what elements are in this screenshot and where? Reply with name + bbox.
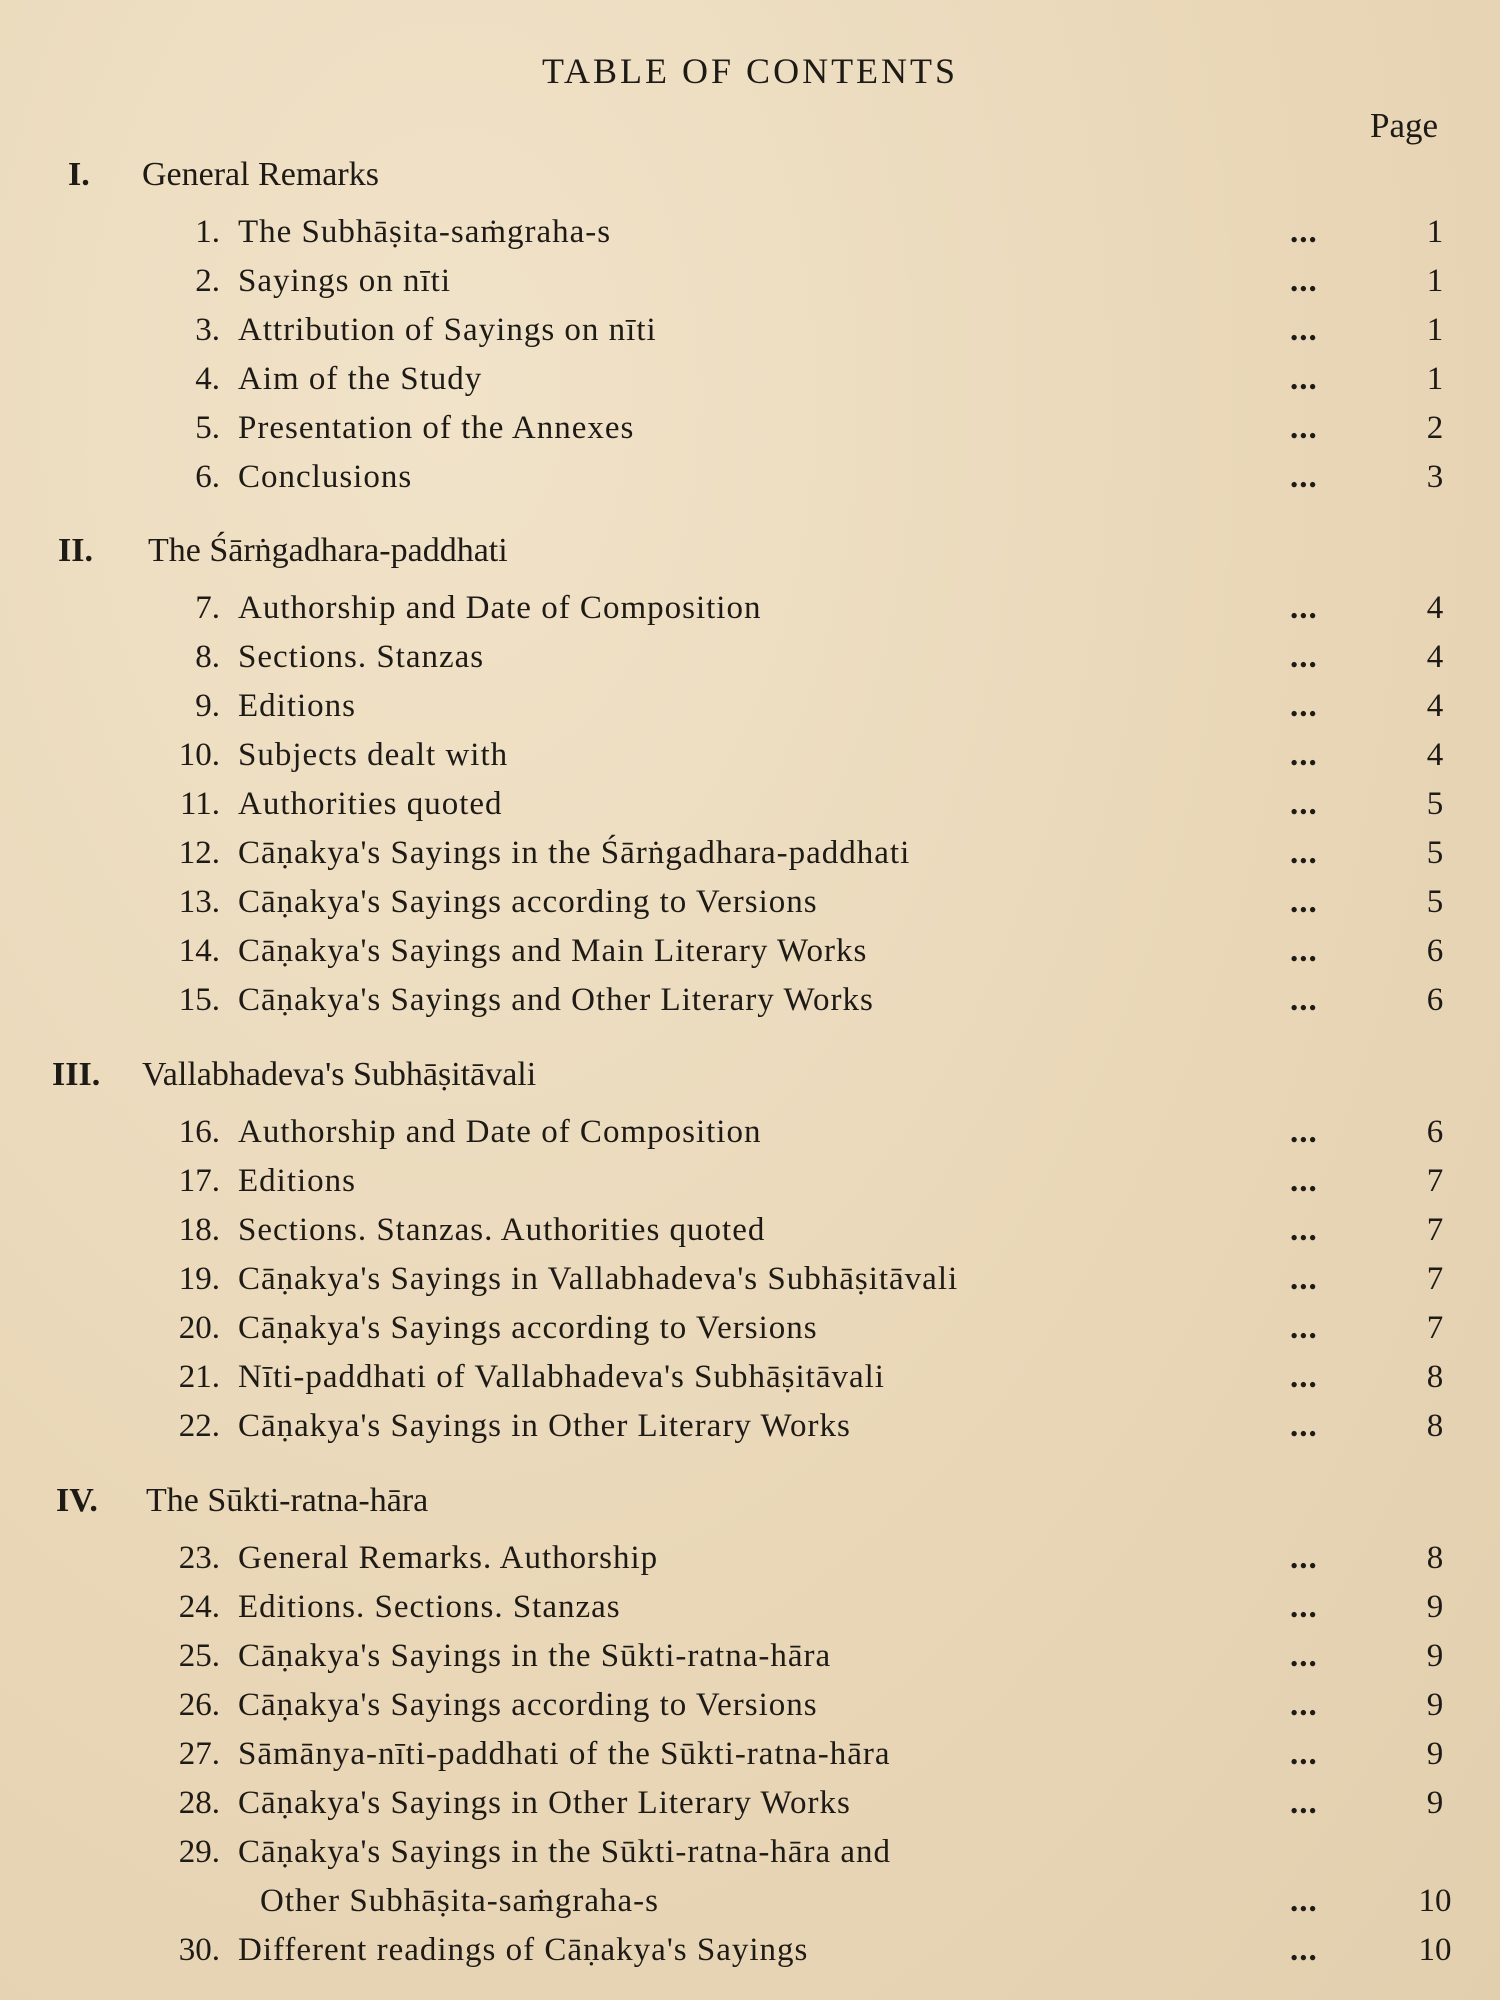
entry-title: Presentation of the Annexes [238,410,635,446]
entry-page: 5 [1426,786,1444,822]
entry-page: 8 [1426,1408,1444,1444]
section-title: The Śārṅgadhara-paddhati [148,532,508,569]
entry-number: 3. [195,312,220,348]
entry-number: 14. [178,933,220,969]
entry-title: Cāṇakya's Sayings in Other Literary Works [238,1785,851,1821]
entry-number: 11. [179,786,220,822]
entry-leader: ... [1290,884,1318,920]
entry-title: Editions [238,1163,357,1199]
entry-leader: ... [1290,410,1318,446]
toc-entry [0,361,1500,409]
entry-leader: ... [1290,312,1318,348]
entry-title: Cāṇakya's Sayings in the Sūkti-ratna-hāra and [238,1834,892,1870]
entry-number: 26. [178,1687,220,1723]
entry-leader: ... [1290,263,1318,299]
entry-title: Conclusions [238,459,413,495]
toc-entry [0,1163,1500,1211]
section-number: III. [52,1056,101,1093]
entry-page: 6 [1426,933,1444,969]
entry-page: 2 [1426,410,1444,446]
entry-number: 13. [178,884,220,920]
entry-title: Aim of the Study [238,361,483,397]
toc-entry [0,786,1500,834]
toc-entry [0,1687,1500,1735]
entry-title: Cāṇakya's Sayings according to Versions [238,884,818,920]
entry-page: 7 [1426,1310,1444,1346]
entry-page: 4 [1426,737,1444,773]
entry-number: 27. [178,1736,220,1772]
entry-title: Other Subhāṣita-saṁgraha-s [260,1883,659,1919]
section-title: Vallabhadeva's Subhāṣitāvali [142,1056,537,1093]
toc-entry [0,1834,1500,1882]
page-column-header: Page [1370,106,1439,145]
toc-entry [0,1408,1500,1456]
entry-title: Subjects dealt with [238,737,509,773]
entry-page: 6 [1426,1114,1444,1150]
toc-entry [0,884,1500,932]
entry-number: 28. [178,1785,220,1821]
entry-page: 8 [1426,1359,1444,1395]
toc-entry [0,639,1500,687]
section-title: The Sūkti-ratna-hāra [146,1482,429,1519]
entry-leader: ... [1290,1408,1318,1444]
entry-number: 15. [178,982,220,1018]
entry-leader: ... [1290,1785,1318,1821]
page-title: TABLE OF CONTENTS [541,51,959,91]
entry-page: 1 [1426,361,1444,397]
section-number: II. [58,532,93,569]
entry-leader: ... [1290,1163,1318,1199]
entry-leader: ... [1290,1359,1318,1395]
entry-title: Attribution of Sayings on nīti [238,312,657,348]
entry-page: 9 [1426,1638,1444,1674]
entry-leader: ... [1290,361,1318,397]
entry-number: 16. [178,1114,220,1150]
toc-entry [0,1932,1500,1980]
entry-title: Authorities quoted [238,786,503,822]
entry-title: Sections. Stanzas. Authorities quoted [238,1212,766,1248]
toc-entry [0,1359,1500,1407]
entry-leader: ... [1290,590,1318,626]
entry-page: 1 [1426,263,1444,299]
toc-entry [0,1540,1500,1588]
toc-entry [0,459,1500,507]
entry-number: 8. [195,639,220,675]
entry-page: 9 [1426,1785,1444,1821]
toc-entry [0,1589,1500,1637]
entry-leader: ... [1290,1736,1318,1772]
entry-title: Cāṇakya's Sayings in the Śārṅgadhara-paddhati [238,835,911,871]
entry-number: 10. [178,737,220,773]
entry-page: 3 [1426,459,1444,495]
entry-leader: ... [1290,835,1318,871]
toc-entry [0,263,1500,311]
entry-title: Sāmānya-nīti-paddhati of the Sūkti-ratna-hāra [238,1736,891,1772]
entry-page: 9 [1426,1687,1444,1723]
toc-entry [0,590,1500,638]
toc-entry [0,214,1500,262]
entry-number: 2. [195,263,220,299]
entry-page: 4 [1426,590,1444,626]
entry-number: 29. [178,1834,220,1870]
toc-entry [0,1261,1500,1309]
entry-title: Sayings on nīti [238,263,452,299]
entry-title: Sections. Stanzas [238,639,485,675]
toc-entry [0,982,1500,1030]
entry-title: Nīti-paddhati of Vallabhadeva's Subhāṣitāvali [238,1359,885,1395]
entry-leader: ... [1290,1114,1318,1150]
entry-number: 17. [178,1163,220,1199]
entry-leader: ... [1290,1540,1318,1576]
entry-leader: ... [1290,639,1318,675]
entry-title: Different readings of Cāṇakya's Sayings [238,1932,809,1968]
toc-entry [0,835,1500,883]
entry-leader: ... [1290,459,1318,495]
toc-entry [0,1638,1500,1686]
section-number: I. [68,156,90,193]
entry-number: 18. [178,1212,220,1248]
entry-title: Cāṇakya's Sayings according to Versions [238,1687,818,1723]
entry-title: Cāṇakya's Sayings and Main Literary Works [238,933,868,969]
toc-entry [0,312,1500,360]
entry-number: 25. [178,1638,220,1674]
entry-number: 5. [195,410,220,446]
entry-number: 21. [178,1359,220,1395]
entry-title: Cāṇakya's Sayings and Other Literary Works [238,982,874,1018]
toc-entry-continuation [0,1883,1500,1931]
entry-number: 9. [195,688,220,724]
entry-number: 23. [178,1540,220,1576]
entry-leader: ... [1290,982,1318,1018]
toc-entry [0,1736,1500,1784]
entry-number: 4. [195,361,220,397]
entry-title: Authorship and Date of Composition [238,590,762,626]
entry-leader: ... [1290,1883,1318,1919]
entry-leader: ... [1290,1638,1318,1674]
entry-leader: ... [1290,688,1318,724]
entry-number: 22. [178,1408,220,1444]
entry-page: 1 [1426,312,1444,348]
entry-title: Cāṇakya's Sayings in Vallabhadeva's Subhāṣitāvali [238,1261,959,1297]
toc-entry [0,1785,1500,1833]
toc-entry [0,410,1500,458]
entry-title: The Subhāṣita-saṁgraha-s [238,214,612,250]
entry-page: 5 [1426,835,1444,871]
toc-entry [0,737,1500,785]
entry-leader: ... [1290,786,1318,822]
entry-title: Cāṇakya's Sayings in Other Literary Works [238,1408,851,1444]
entry-number: 19. [178,1261,220,1297]
entry-leader: ... [1290,1261,1318,1297]
entry-title: Editions. Sections. Stanzas [238,1589,621,1625]
toc-entry [0,933,1500,981]
entry-number: 12. [178,835,220,871]
entry-page: 7 [1426,1261,1444,1297]
entry-title: Authorship and Date of Composition [238,1114,762,1150]
toc-entry [0,1114,1500,1162]
entry-page: 7 [1426,1212,1444,1248]
entry-leader: ... [1290,933,1318,969]
toc-entry [0,1212,1500,1260]
entry-title: Editions [238,688,357,724]
entry-page: 1 [1426,214,1444,250]
entry-number: 7. [195,590,220,626]
entry-page: 7 [1426,1163,1444,1199]
entry-page: 5 [1426,884,1444,920]
entry-leader: ... [1290,1212,1318,1248]
entry-page: 10 [1418,1883,1452,1919]
entry-page: 6 [1426,982,1444,1018]
toc-entry [0,688,1500,736]
entry-page: 4 [1426,688,1444,724]
toc-entry [0,1310,1500,1358]
entry-leader: ... [1290,1589,1318,1625]
entry-number: 20. [178,1310,220,1346]
entry-leader: ... [1290,1687,1318,1723]
entry-title: Cāṇakya's Sayings according to Versions [238,1310,818,1346]
entry-page: 10 [1418,1932,1452,1968]
entry-leader: ... [1290,214,1318,250]
entry-page: 9 [1426,1589,1444,1625]
entry-number: 24. [178,1589,220,1625]
entry-title: Cāṇakya's Sayings in the Sūkti-ratna-hāra [238,1638,832,1674]
entry-number: 30. [178,1932,220,1968]
entry-number: 1. [195,214,220,250]
entry-title: General Remarks. Authorship [238,1540,659,1576]
entry-leader: ... [1290,737,1318,773]
entry-leader: ... [1290,1310,1318,1346]
section-title: General Remarks [142,156,379,193]
entry-page: 4 [1426,639,1444,675]
entry-page: 8 [1426,1540,1444,1576]
entry-number: 6. [195,459,220,495]
section-number: IV. [56,1482,98,1519]
entry-leader: ... [1290,1932,1318,1968]
entry-page: 9 [1426,1736,1444,1772]
